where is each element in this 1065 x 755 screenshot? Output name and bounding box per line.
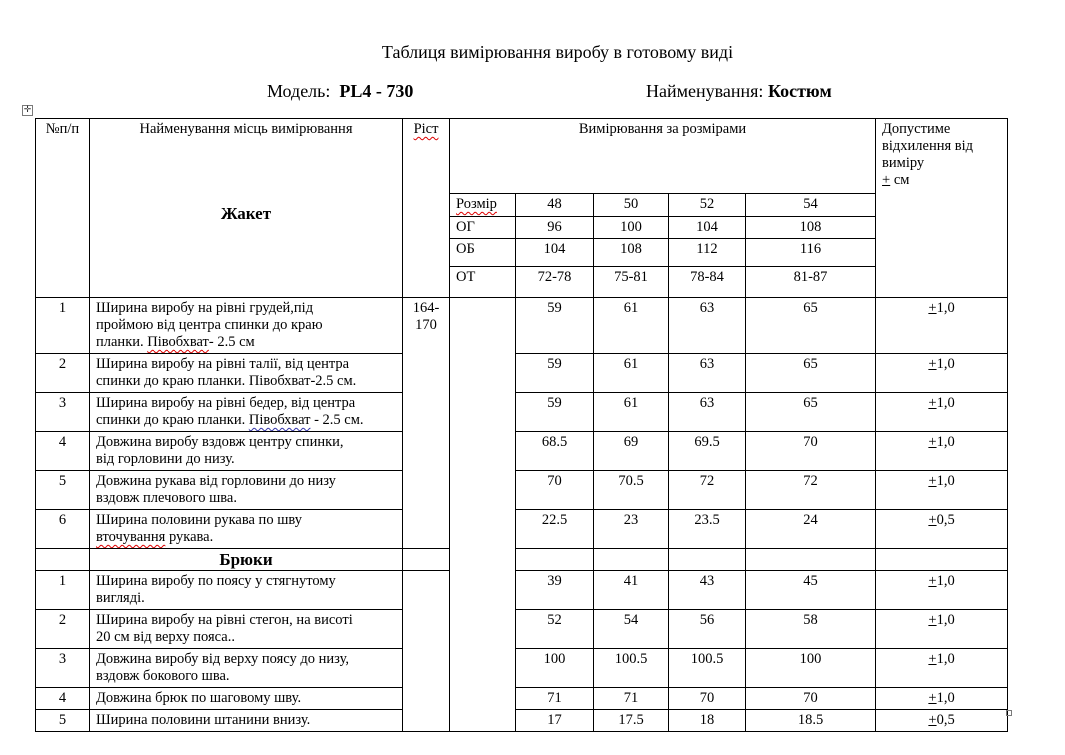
ot-row: ОТ 72-78 75-81 78-84 81-87	[36, 267, 1008, 298]
ob-row: ОБ 104 108 112 116	[36, 239, 1008, 267]
blank-cell	[450, 298, 516, 549]
model-line	[267, 81, 413, 102]
table-move-handle-icon[interactable]: ✛	[23, 105, 32, 115]
size-row: Розмір 48 50 52 54	[36, 194, 1008, 217]
header-place: Найменування місць вимірювання	[139, 121, 353, 137]
header-num: №п/п	[36, 119, 90, 298]
table-row: 2 Ширина виробу на рівні талії, від центра спинки до краю планки. Півобхват-2.5 см. 59 61 63 65 +1,0	[36, 354, 1008, 393]
table-row: 3 Довжина виробу від верху поясу до низу, вздовж бокового шва. 100 100.5 100.5 100 +1,0	[36, 649, 1008, 688]
table-row: 1 Ширина виробу по поясу у стягнутому вигляді. 39 41 43 45 +1,0	[36, 571, 1008, 610]
header-height: Ріст	[413, 121, 439, 137]
table-row: 6 Ширина половини рукава по шву вточування рукава. 22.5 23 23.5 24 +0,5	[36, 510, 1008, 549]
table-row: 3 Ширина виробу на рівні бедер, від центра спинки до краю планки. Півобхват - 2.5 см. 59 61 63 65 +1,0	[36, 393, 1008, 432]
og-row: ОГ 96 100 104 108	[36, 217, 1008, 239]
header-tolerance: Допустиме відхилення від виміру + см	[876, 119, 1008, 298]
naming-value: Костюм	[767, 81, 832, 101]
table-row: 4 Довжина брюк по шаговому шву. 71 71 70 70 +1,0	[36, 688, 1008, 710]
row-description: Ширина виробу на рівні грудей,під проймою від центра спинки до краю планки. Півобхват- 2.5 см	[90, 298, 403, 354]
document-title: Таблиця вимірювання виробу в готовому виді	[381, 42, 734, 62]
model-value: PL4 - 730	[339, 81, 414, 101]
size-label-cell: Розмір	[450, 194, 516, 217]
height-value: 164- 170	[403, 298, 450, 549]
section-jacket-title: Жакет	[220, 204, 272, 223]
table-row: 4 Довжина виробу вздовж центру спинки, від горловини до низу. 68.5 69 69.5 70 +1,0	[36, 432, 1008, 471]
table-resize-handle[interactable]	[1006, 710, 1012, 716]
table-row: 5 Довжина рукава від горловини до низу вздовж плечового шва. 70 70.5 72 72 +1,0	[36, 471, 1008, 510]
header-measures: Вимірювання за розмірами	[450, 119, 876, 194]
measurement-table	[35, 118, 1008, 732]
section-pants-title: Брюки	[90, 549, 403, 571]
table-row: 2 Ширина виробу на рівні стегон, на висоті 20 см від верху пояса.. 52 54 56 58 +1,0	[36, 610, 1008, 649]
header-height-cell	[403, 119, 450, 298]
header-place-cell	[90, 119, 403, 298]
naming-line	[646, 81, 832, 102]
model-label: Модель:	[267, 81, 331, 101]
table-row: 1 Ширина виробу на рівні грудей,під проймою від центра спинки до краю планки. Півобхват- 2.5 см 164- 170 59 61 63 65 +1,0	[36, 298, 1008, 354]
section-pants-row	[36, 549, 1008, 571]
table-header-row	[36, 119, 1008, 194]
table-row: 5 Ширина половини штанини внизу. 17 17.5 18 18.5 +0,5	[36, 710, 1008, 732]
naming-label: Найменування:	[646, 81, 764, 101]
